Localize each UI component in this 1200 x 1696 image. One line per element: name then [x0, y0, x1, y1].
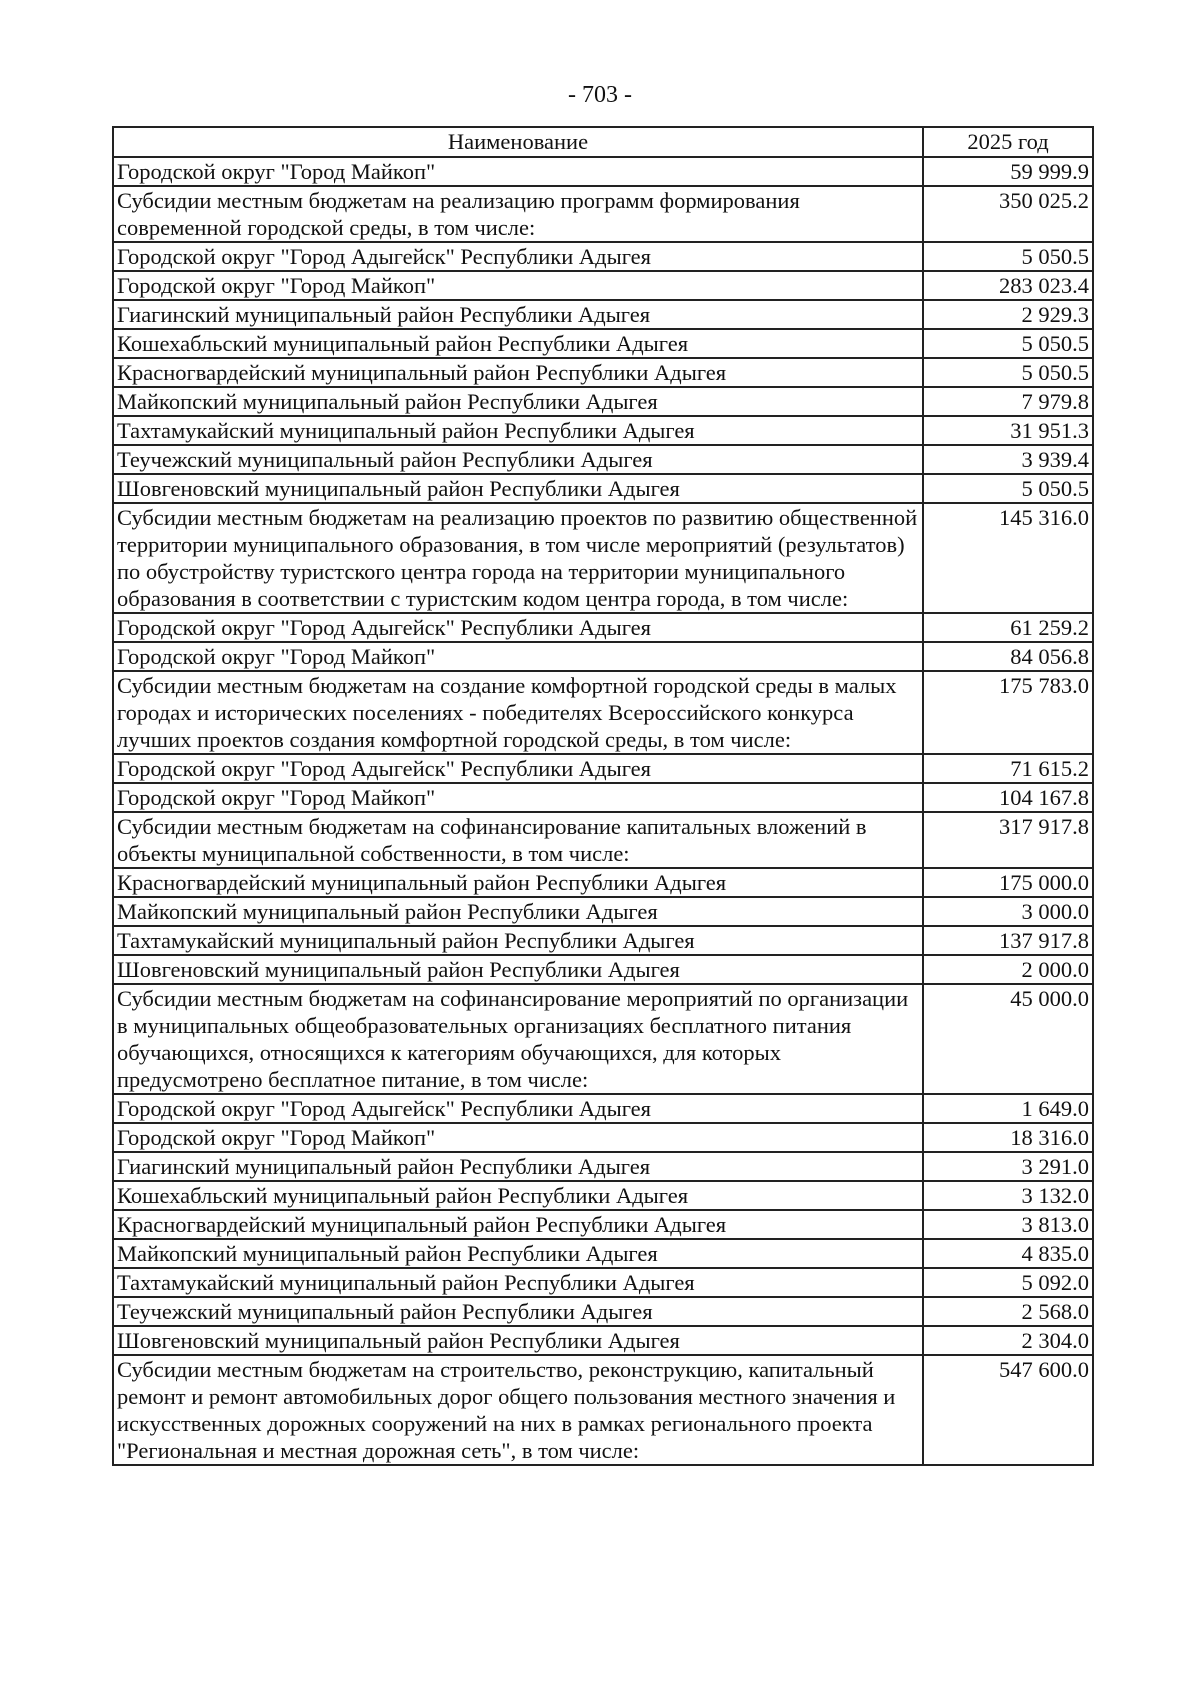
table-row	[113, 1297, 1093, 1326]
table-row	[113, 868, 1093, 897]
table-row	[113, 1239, 1093, 1268]
row-value: 5 050.5	[923, 242, 1093, 271]
table-row	[113, 1123, 1093, 1152]
row-name: Шовгеновский муниципальный район Республики Адыгея	[113, 955, 923, 984]
row-value: 283 023.4	[923, 271, 1093, 300]
row-name: Тахтамукайский муниципальный район Республики Адыгея	[113, 1268, 923, 1297]
row-value: 31 951.3	[923, 416, 1093, 445]
row-name: Майкопский муниципальный район Республики Адыгея	[113, 387, 923, 416]
table-row	[113, 1181, 1093, 1210]
row-name: Красногвардейский муниципальный район Республики Адыгея	[113, 1210, 923, 1239]
row-name: Субсидии местным бюджетам на строительство, реконструкцию, капитальный ремонт и ремонт автомобильных дорог общего пользования местного значения и искусственных дорожных сооружений на них в рамках регионального проекта "Региональная и местная дорожная сеть", в том числе:	[113, 1355, 923, 1465]
row-name: Кошехабльский муниципальный район Республики Адыгея	[113, 329, 923, 358]
row-value: 3 000.0	[923, 897, 1093, 926]
table-row	[113, 955, 1093, 984]
row-name: Городской округ "Город Адыгейск" Республики Адыгея	[113, 1094, 923, 1123]
row-value: 59 999.9	[923, 157, 1093, 186]
table-row	[113, 300, 1093, 329]
table-row	[113, 1094, 1093, 1123]
row-value: 5 050.5	[923, 358, 1093, 387]
table-row	[113, 445, 1093, 474]
row-name: Тахтамукайский муниципальный район Республики Адыгея	[113, 926, 923, 955]
row-value: 175 783.0	[923, 671, 1093, 754]
table-header-row	[113, 127, 1093, 157]
budget-table	[112, 126, 1094, 1466]
row-name: Городской округ "Город Майкоп"	[113, 271, 923, 300]
row-name: Теучежский муниципальный район Республики Адыгея	[113, 1297, 923, 1326]
row-name: Городской округ "Город Майкоп"	[113, 1123, 923, 1152]
table-row	[113, 984, 1093, 1094]
row-name: Субсидии местным бюджетам на реализацию программ формирования современной городской среды, в том числе:	[113, 186, 923, 242]
row-value: 4 835.0	[923, 1239, 1093, 1268]
row-value: 175 000.0	[923, 868, 1093, 897]
row-name: Кошехабльский муниципальный район Республики Адыгея	[113, 1181, 923, 1210]
row-name: Городской округ "Город Адыгейск" Республики Адыгея	[113, 242, 923, 271]
row-value: 3 939.4	[923, 445, 1093, 474]
row-name: Городской округ "Город Адыгейск" Республики Адыгея	[113, 754, 923, 783]
table-row	[113, 897, 1093, 926]
budget-table-container	[112, 126, 1092, 1466]
table-row	[113, 613, 1093, 642]
row-name: Майкопский муниципальный район Республики Адыгея	[113, 897, 923, 926]
row-name: Субсидии местным бюджетам на создание комфортной городской среды в малых городах и исторических поселениях - победителях Всероссийского конкурса лучших проектов создания комфортной городской среды, в том числе:	[113, 671, 923, 754]
table-row	[113, 1268, 1093, 1297]
row-value: 3 813.0	[923, 1210, 1093, 1239]
table-row	[113, 186, 1093, 242]
table-row	[113, 783, 1093, 812]
table-row	[113, 271, 1093, 300]
row-value: 18 316.0	[923, 1123, 1093, 1152]
row-value: 547 600.0	[923, 1355, 1093, 1465]
row-value: 5 092.0	[923, 1268, 1093, 1297]
table-row	[113, 242, 1093, 271]
row-value: 84 056.8	[923, 642, 1093, 671]
row-name: Субсидии местным бюджетам на софинансирование капитальных вложений в объекты муниципальной собственности, в том числе:	[113, 812, 923, 868]
table-row	[113, 157, 1093, 186]
table-row	[113, 474, 1093, 503]
row-value: 7 979.8	[923, 387, 1093, 416]
table-row	[113, 503, 1093, 613]
table-row	[113, 1210, 1093, 1239]
table-row	[113, 812, 1093, 868]
table-body	[113, 157, 1093, 1465]
table-row	[113, 671, 1093, 754]
row-value: 2 304.0	[923, 1326, 1093, 1355]
row-value: 45 000.0	[923, 984, 1093, 1094]
row-name: Гиагинский муниципальный район Республики Адыгея	[113, 1152, 923, 1181]
table-row	[113, 387, 1093, 416]
page-number: - 703 -	[568, 82, 632, 108]
header-name: Наименование	[113, 127, 923, 157]
row-value: 317 917.8	[923, 812, 1093, 868]
table-row	[113, 926, 1093, 955]
row-name: Субсидии местным бюджетам на софинансирование мероприятий по организации в муниципальных общеобразовательных организациях бесплатного питания обучающихся, относящихся к категориям обучающихся, для которых предусмотрено бесплатное питание, в том числе:	[113, 984, 923, 1094]
row-name: Тахтамукайский муниципальный район Республики Адыгея	[113, 416, 923, 445]
table-row	[113, 358, 1093, 387]
row-value: 2 568.0	[923, 1297, 1093, 1326]
row-name: Субсидии местным бюджетам на реализацию проектов по развитию общественной территории муниципального образования, в том числе мероприятий (результатов) по обустройству туристского центра города на территории муниципального образования в соответствии с туристским кодом центра города, в том числе:	[113, 503, 923, 613]
row-value: 104 167.8	[923, 783, 1093, 812]
table-row	[113, 754, 1093, 783]
row-name: Гиагинский муниципальный район Республики Адыгея	[113, 300, 923, 329]
row-name: Красногвардейский муниципальный район Республики Адыгея	[113, 358, 923, 387]
row-value: 145 316.0	[923, 503, 1093, 613]
row-name: Шовгеновский муниципальный район Республики Адыгея	[113, 474, 923, 503]
row-value: 71 615.2	[923, 754, 1093, 783]
table-row	[113, 416, 1093, 445]
row-value: 1 649.0	[923, 1094, 1093, 1123]
table-row	[113, 329, 1093, 358]
row-name: Городской округ "Город Майкоп"	[113, 642, 923, 671]
row-name: Городской округ "Город Адыгейск" Республики Адыгея	[113, 613, 923, 642]
row-value: 5 050.5	[923, 329, 1093, 358]
table-row	[113, 1152, 1093, 1181]
row-name: Городской округ "Город Майкоп"	[113, 783, 923, 812]
table-row	[113, 1326, 1093, 1355]
header-year: 2025 год	[923, 127, 1093, 157]
table-row	[113, 1355, 1093, 1465]
row-name: Шовгеновский муниципальный район Республики Адыгея	[113, 1326, 923, 1355]
row-value: 5 050.5	[923, 474, 1093, 503]
row-value: 61 259.2	[923, 613, 1093, 642]
row-name: Майкопский муниципальный район Республики Адыгея	[113, 1239, 923, 1268]
row-name: Городской округ "Город Майкоп"	[113, 157, 923, 186]
row-name: Красногвардейский муниципальный район Республики Адыгея	[113, 868, 923, 897]
row-value: 3 291.0	[923, 1152, 1093, 1181]
row-value: 137 917.8	[923, 926, 1093, 955]
table-row	[113, 642, 1093, 671]
row-value: 2 000.0	[923, 955, 1093, 984]
row-value: 2 929.3	[923, 300, 1093, 329]
row-name: Теучежский муниципальный район Республики Адыгея	[113, 445, 923, 474]
row-value: 350 025.2	[923, 186, 1093, 242]
row-value: 3 132.0	[923, 1181, 1093, 1210]
